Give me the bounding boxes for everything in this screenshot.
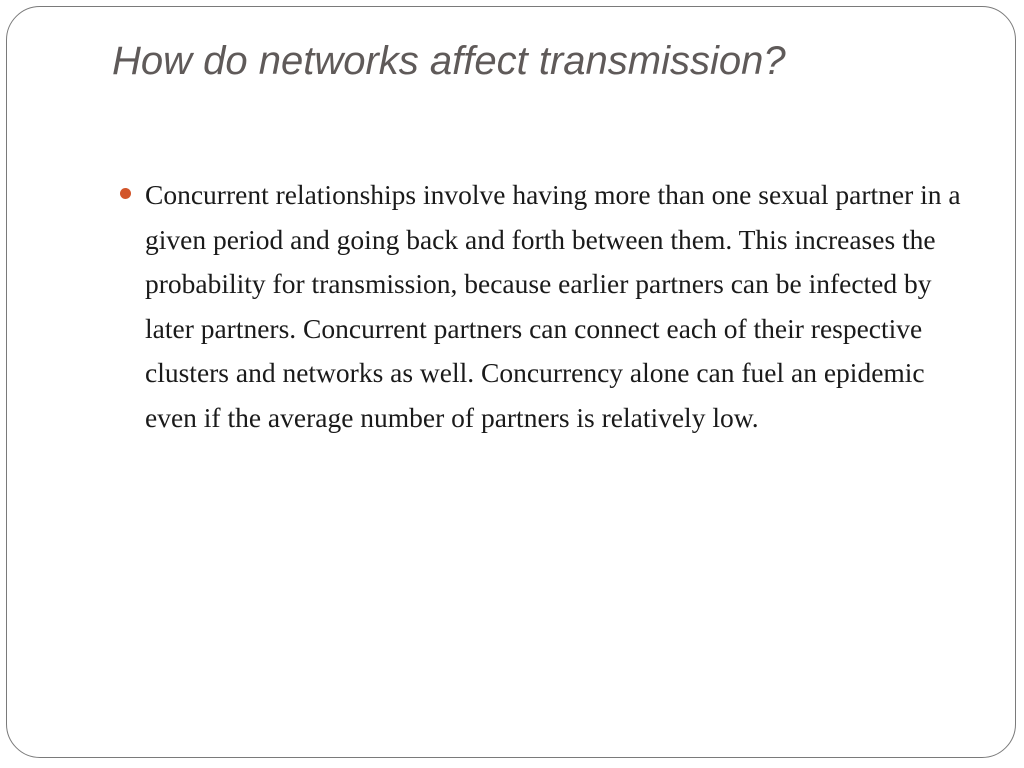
- bullet-dot-icon: [120, 188, 131, 199]
- slide-title: How do networks affect transmission?: [112, 39, 786, 83]
- bullet-item: [117, 173, 967, 440]
- bullet-text: Concurrent relationships involve having more than one sexual partner in a given period and going back and forth between them. This increases the probability for transmission, because earlier partners can be infected by later partners. Concurrent partners can connect each of their respective clusters and networks as well. Concurrency alone can fuel an epidemic even if the average number of partners is relatively low.: [145, 179, 961, 433]
- slide-frame: [6, 6, 1016, 758]
- bullet-list: [117, 173, 967, 440]
